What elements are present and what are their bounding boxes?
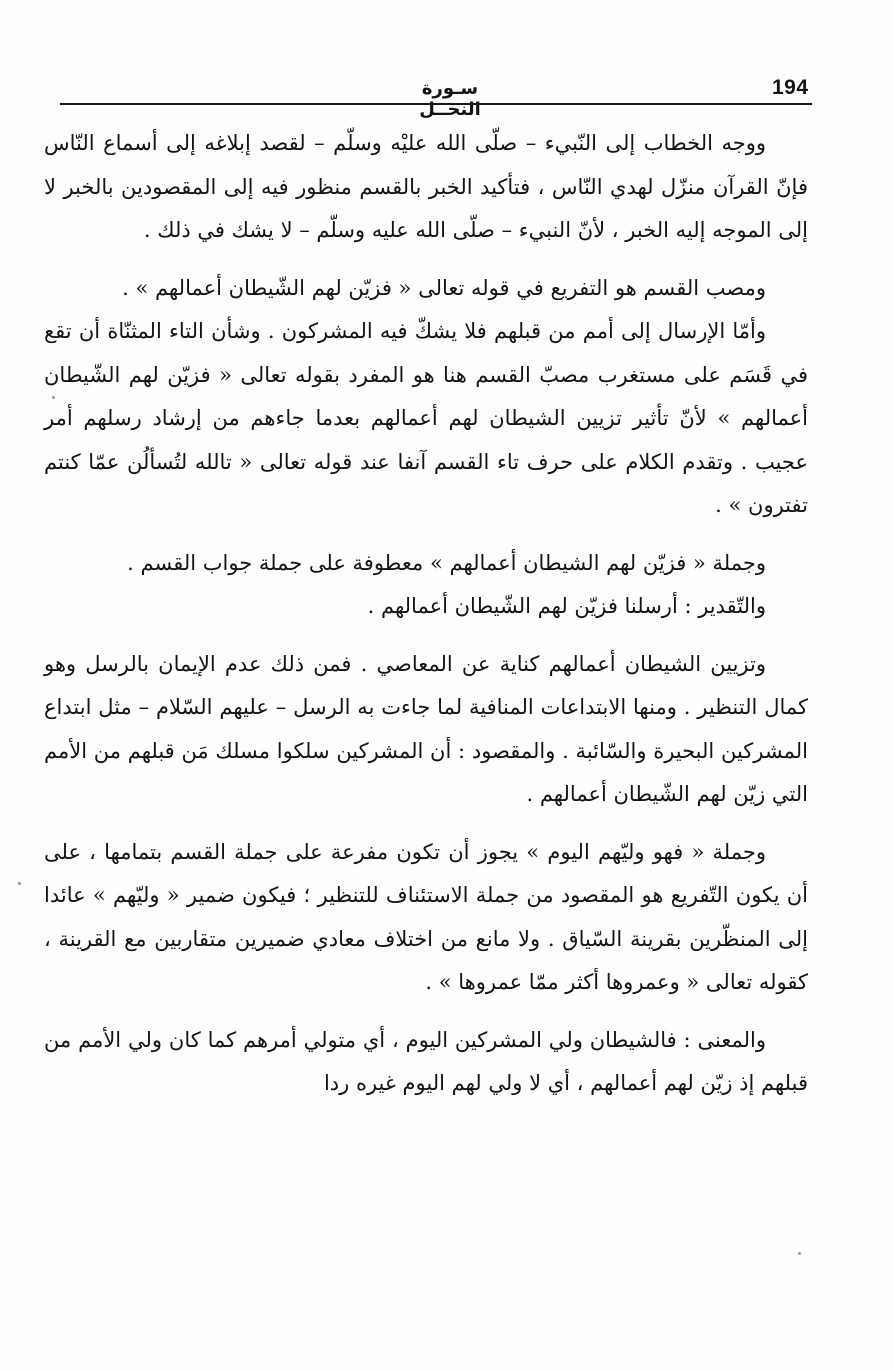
paragraph: وجملة « فهو وليّهم اليوم » يجوز أن تكون مفرعة على جملة القسم بتمامها ، على أن يكون التّفريع هو المقصود من جملة الاستئناف للتنظير ؛ فيكون ضمير « وليّهم » عائدا إلى المنظّرين بقرينة السّياق . ولا مانع من اختلاف معادي ضميرين متقاربين مع القرينة ، كقوله تعالى « وعمروها أكثر ممّا عمروها » . xyxy=(44,839,808,994)
paragraph: وجملة « فزيّن لهم الشيطان أعمالهم » معطوفة على جملة جواب القسم . xyxy=(127,550,766,575)
page-number: 194 xyxy=(772,76,809,99)
running-title: سـورة النحــل xyxy=(419,78,481,120)
paper-speck xyxy=(52,396,55,399)
paragraph: وأمّا الإرسال إلى أمم من قبلهم فلا يشكّ فيه المشركون . وشأن التاء المثنّاة أن تقع في قَسَم على مستغرب مصبّ القسم هنا هو المفرد بقوله تعالى « فزيّن لهم الشّيطان أعمالهم » لأنّ تأثير تزيين الشيطان لهم أعمالهم بعدما جاءهم من إرشاد رسلهم أمر عجيب . وتقدم الكلام على حرف تاء القسم آنفا عند قوله تعالى « تالله لتُسألُن عمّا كنتم تفترون » . xyxy=(44,319,808,517)
paragraph: ووجه الخطاب إلى النّبيء – صلّى الله عليْه وسلّم – لقصد إبلاغه إلى أسماع النّاس فإنّ القرآن منزّل لهدي النّاس ، فتأكيد الخبر بالقسم منظور فيه إلى المقصودين بالخبر لا إلى الموجه إليه الخبر ، لأنّ النبيء – صلّى الله عليه وسلّم – لا يشك في ذلك . xyxy=(44,131,808,242)
page-header xyxy=(60,70,812,120)
paragraph: وتزيين الشيطان أعمالهم كناية عن المعاصي . فمن ذلك عدم الإيمان بالرسل وهو كمال التنظير . ومنها الابتداعات المنافية لما جاءت به الرسل – عليهم السّلام – مثل ابتداع المشركين البحيرة والسّائبة . والمقصود : أن المشركين سلكوا مسلك مَن قبلهم من الأمم التي زيّن لهم الشّيطان أعمالهم . xyxy=(44,651,808,806)
header-rule xyxy=(60,103,812,105)
paper-speck xyxy=(18,882,21,885)
paragraph: والتّقدير : أرسلنا فزيّن لهم الشّيطان أعمالهم . xyxy=(367,594,766,618)
paragraph: والمعنى : فالشيطان ولي المشركين اليوم ، أي متولي أمرهم كما كان ولي الأمم من قبلهم إذ زيّن لهم أعمالهم ، أي لا ولي لهم اليوم غيره ردا xyxy=(44,1027,808,1095)
body-text xyxy=(44,122,808,1106)
paragraph: ومصب القسم هو التفريع في قوله تعالى « فزيّن لهم الشّيطان أعمالهم » . xyxy=(122,275,766,300)
paper-speck xyxy=(798,1252,801,1255)
